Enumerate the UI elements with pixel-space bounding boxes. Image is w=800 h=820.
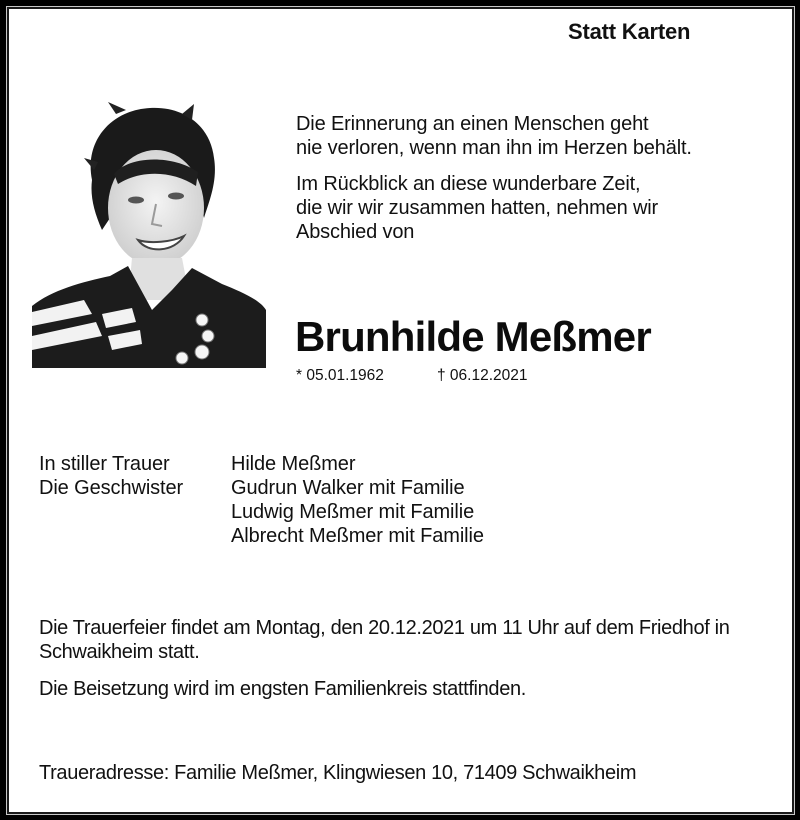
obituary-page <box>9 9 792 812</box>
mourners-intro <box>39 452 183 500</box>
memorial-quote <box>296 112 692 244</box>
quote-line: Die Erinnerung an einen Menschen geht <box>296 113 649 135</box>
portrait-photo-icon <box>32 100 266 368</box>
quote-line: Abschied von <box>296 221 415 243</box>
quote-paragraph-1 <box>296 112 692 160</box>
birth-date: * 05.01.1962 <box>296 367 384 384</box>
mourner-name: Gudrun Walker mit Familie <box>231 477 465 499</box>
mourner-name: Albrecht Meßmer mit Familie <box>231 525 484 547</box>
deceased-name: Brunhilde Meßmer <box>295 313 651 360</box>
death-date: † 06.12.2021 <box>437 367 528 384</box>
ceremony-info <box>39 616 779 701</box>
mourner-name: Hilde Meßmer <box>231 453 356 475</box>
funeral-service-text: Die Trauerfeier findet am Montag, den 20.12.2021 um 11 Uhr auf dem Friedhof in Schwaikheim statt. <box>39 617 730 663</box>
mourners-intro-line: In stiller Trauer <box>39 453 170 475</box>
mourners-names <box>231 452 484 548</box>
mourners-intro-line: Die Geschwister <box>39 477 184 499</box>
mourning-address: Traueradresse: Familie Meßmer, Klingwiesen 10, 71409 Schwaikheim <box>39 762 637 784</box>
life-dates <box>296 367 528 385</box>
quote-line: Im Rückblick an diese wunderbare Zeit, <box>296 173 641 195</box>
mourner-name: Ludwig Meßmer mit Familie <box>231 501 475 523</box>
burial-text: Die Beisetzung wird im engsten Familienkreis stattfinden. <box>39 678 526 700</box>
quote-line: die wir wir zusammen hatten, nehmen wir <box>296 197 659 219</box>
portrait-photo <box>32 100 266 368</box>
quote-paragraph-2 <box>296 172 692 244</box>
quote-line: nie verloren, wenn man ihn im Herzen behält. <box>296 137 692 159</box>
statt-karten-note: Statt Karten <box>568 19 691 44</box>
